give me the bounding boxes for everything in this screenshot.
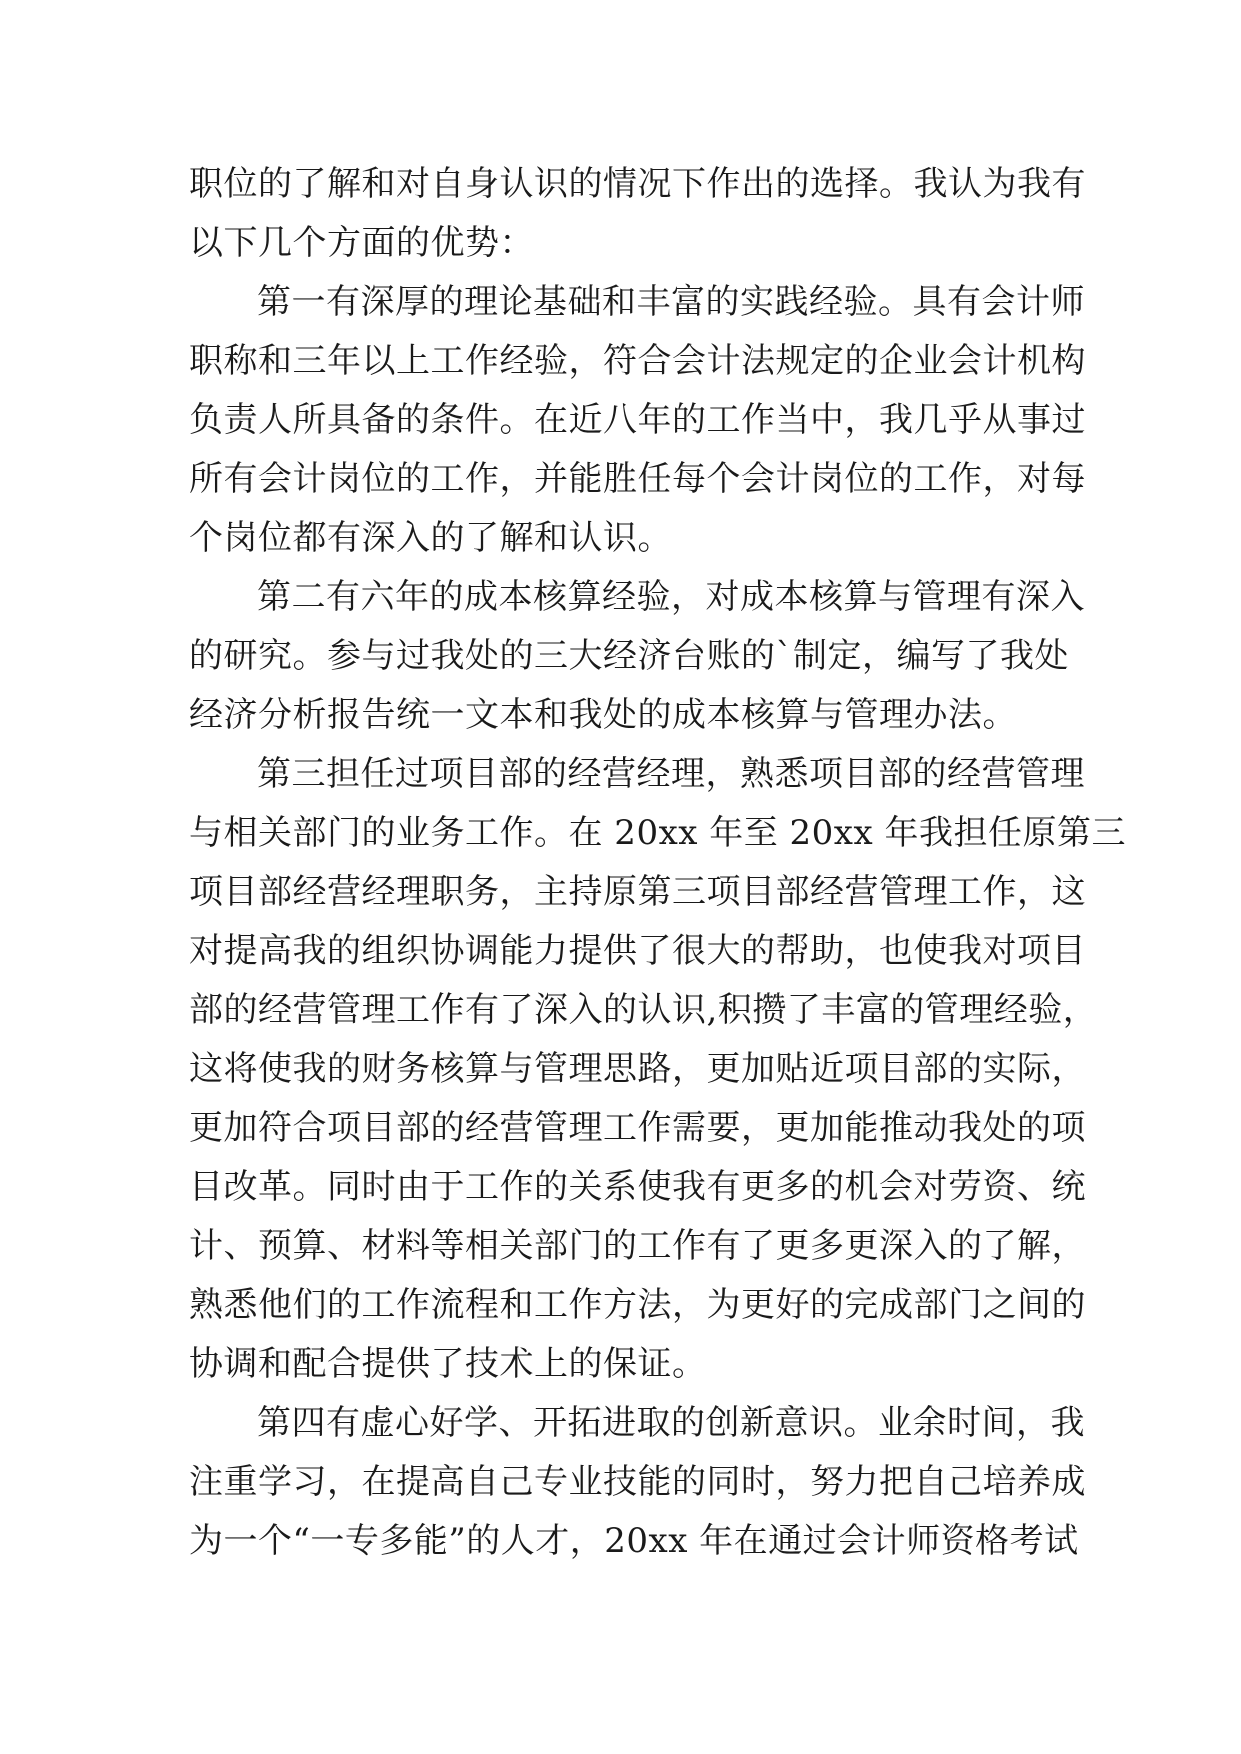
text-line: 第一有深厚的理论基础和丰富的实践经验。具有会计师: [257, 282, 1085, 322]
text-line: 注重学习，在提高自己专业技能的同时，努力把自己培养成: [189, 1462, 1086, 1502]
text-line: 这将使我的财务核算与管理思路，更加贴近项目部的实际，: [189, 1049, 1086, 1089]
text-line: 协调和配合提供了技术上的保证。: [189, 1344, 707, 1384]
text-line: 计、预算、材料等相关部门的工作有了更多更深入的了解，: [189, 1226, 1086, 1266]
text-line: 第三担任过项目部的经营经理，熟悉项目部的经营管理: [257, 754, 1085, 794]
text-line: 负责人所具备的条件。在近八年的工作当中，我几乎从事过: [189, 400, 1086, 440]
text-line: 所有会计岗位的工作，并能胜任每个会计岗位的工作，对每: [189, 459, 1086, 499]
document-body: [189, 155, 1126, 1571]
text-line: 为一个“一专多能”的人才，20xx 年在通过会计师资格考试: [189, 1521, 1079, 1561]
text-line: 职称和三年以上工作经验，符合会计法规定的企业会计机构: [189, 341, 1086, 381]
text-line: 经济分析报告统一文本和我处的成本核算与管理办法。: [189, 695, 1017, 735]
text-line: 的研究。参与过我处的三大经济台账的`制定，编写了我处: [189, 636, 1069, 676]
text-line: 职位的了解和对自身认识的情况下作出的选择。我认为我有: [189, 164, 1086, 204]
text-line: 第二有六年的成本核算经验，对成本核算与管理有深入: [257, 577, 1085, 617]
text-line: 目改革。同时由于工作的关系使我有更多的机会对劳资、统: [189, 1167, 1086, 1207]
text-line: 熟悉他们的工作流程和工作方法，为更好的完成部门之间的: [189, 1285, 1086, 1325]
text-line: 与相关部门的业务工作。在 20xx 年至 20xx 年我担任原第三: [189, 813, 1126, 853]
text-line: 第四有虚心好学、开拓进取的创新意识。业余时间，我: [257, 1403, 1085, 1443]
text-line: 以下几个方面的优势：: [189, 223, 534, 263]
text-line: 部的经营管理工作有了深入的认识,积攒了丰富的管理经验，: [189, 990, 1098, 1030]
text-line: 项目部经营经理职务，主持原第三项目部经营管理工作，这: [189, 872, 1086, 912]
text-line: 更加符合项目部的经营管理工作需要，更加能推动我处的项: [189, 1108, 1086, 1148]
text-line: 个岗位都有深入的了解和认识。: [189, 518, 672, 558]
text-line: 对提高我的组织协调能力提供了很大的帮助，也使我对项目: [189, 931, 1086, 971]
